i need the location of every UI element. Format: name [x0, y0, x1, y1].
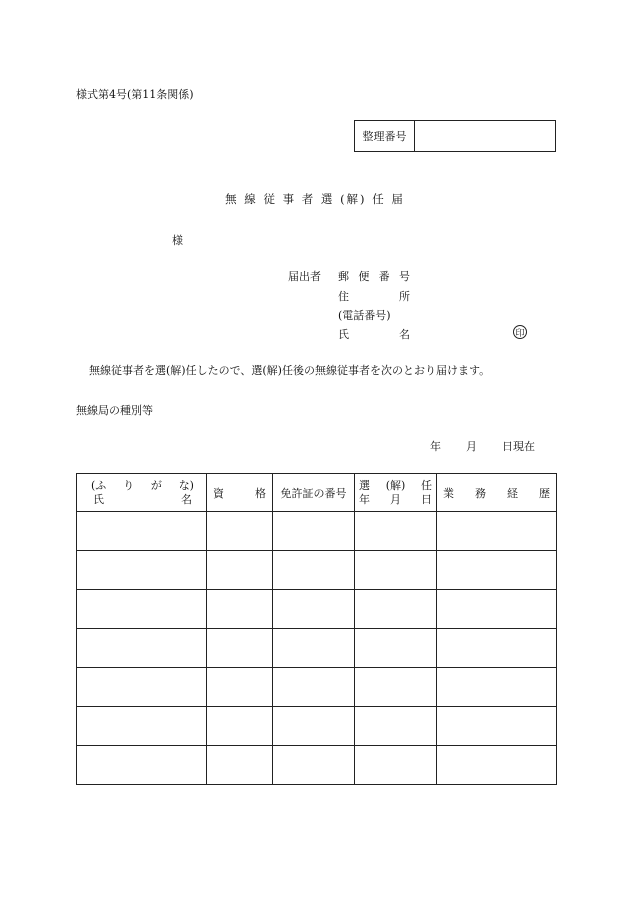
applicant-label: 届出者 — [288, 270, 321, 283]
name-cell[interactable] — [77, 512, 207, 551]
date-year: 年 — [430, 440, 441, 453]
table-row — [77, 590, 557, 629]
reference-number-box — [354, 120, 556, 152]
qualification-cell[interactable] — [207, 512, 273, 551]
date-month: 月 — [466, 440, 477, 453]
seal-mark: 印 — [513, 325, 527, 339]
appointment-date-cell[interactable] — [355, 746, 437, 785]
appointment-date-cell[interactable] — [355, 512, 437, 551]
header-appointment-date: 選 (解) 任 年 月 日 — [355, 474, 437, 512]
header-name: (ふ り が な) 氏 名 — [77, 474, 207, 512]
license-number-cell[interactable] — [273, 707, 355, 746]
license-number-cell[interactable] — [273, 512, 355, 551]
operator-table — [76, 473, 557, 785]
appointment-date-cell[interactable] — [355, 551, 437, 590]
document-title: 無 線 従 事 者 選 (解) 任 届 — [225, 192, 405, 206]
qualification-cell[interactable] — [207, 668, 273, 707]
name-cell[interactable] — [77, 629, 207, 668]
reference-number-field[interactable] — [415, 121, 555, 151]
phone-number-label: (電話番号) — [338, 309, 391, 322]
table-row — [77, 629, 557, 668]
qualification-cell[interactable] — [207, 707, 273, 746]
date-day: 日現在 — [502, 440, 535, 453]
form-number: 様式第4号(第11条関係) — [76, 88, 194, 101]
table-row — [77, 668, 557, 707]
license-number-cell[interactable] — [273, 629, 355, 668]
address-label: 住 所 — [338, 290, 410, 303]
name-cell[interactable] — [77, 746, 207, 785]
license-number-cell[interactable] — [273, 668, 355, 707]
header-career: 業 務 経 歴 — [437, 474, 557, 512]
qualification-cell[interactable] — [207, 590, 273, 629]
name-label: 氏 名 — [338, 328, 410, 341]
license-number-cell[interactable] — [273, 746, 355, 785]
career-cell[interactable] — [437, 629, 557, 668]
reference-number-label: 整理番号 — [355, 121, 415, 151]
license-number-cell[interactable] — [273, 590, 355, 629]
table-row — [77, 512, 557, 551]
appointment-date-cell[interactable] — [355, 707, 437, 746]
appointment-date-cell[interactable] — [355, 629, 437, 668]
addressee-suffix: 様 — [172, 234, 183, 247]
table-row — [77, 707, 557, 746]
career-cell[interactable] — [437, 668, 557, 707]
qualification-cell[interactable] — [207, 551, 273, 590]
table-row — [77, 746, 557, 785]
header-qualification: 資 格 — [207, 474, 273, 512]
date-line — [430, 438, 535, 454]
appointment-date-cell[interactable] — [355, 590, 437, 629]
station-type-label: 無線局の種別等 — [76, 404, 153, 417]
career-cell[interactable] — [437, 512, 557, 551]
license-number-cell[interactable] — [273, 551, 355, 590]
career-cell[interactable] — [437, 590, 557, 629]
name-cell[interactable] — [77, 707, 207, 746]
postal-code-label: 郵 便 番 号 — [338, 270, 410, 283]
appointment-date-cell[interactable] — [355, 668, 437, 707]
qualification-cell[interactable] — [207, 629, 273, 668]
career-cell[interactable] — [437, 707, 557, 746]
career-cell[interactable] — [437, 746, 557, 785]
name-cell[interactable] — [77, 551, 207, 590]
statement-text: 無線従事者を選(解)任したので、選(解)任後の無線従事者を次のとおり届けます。 — [89, 364, 491, 377]
name-cell[interactable] — [77, 668, 207, 707]
career-cell[interactable] — [437, 551, 557, 590]
table-row — [77, 551, 557, 590]
name-cell[interactable] — [77, 590, 207, 629]
qualification-cell[interactable] — [207, 746, 273, 785]
header-license-number: 免許証の番号 — [273, 474, 355, 512]
